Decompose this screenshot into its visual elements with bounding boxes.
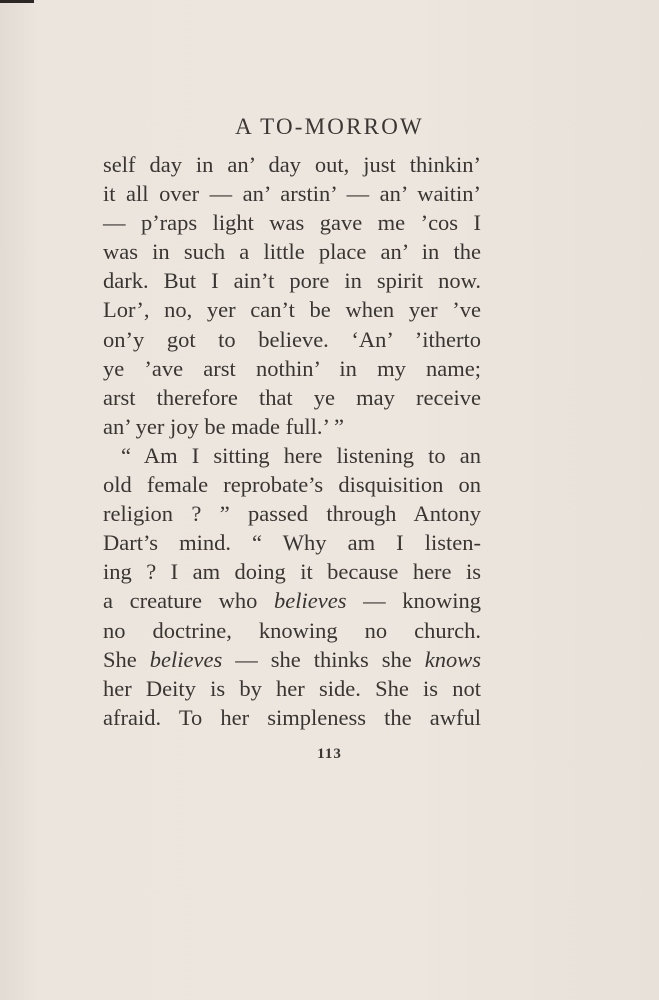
text-line: it all over — an’ arstin’ — an’ waitin’ [103, 181, 481, 207]
text-line: dark. But I ain’t pore in spirit now. [103, 268, 481, 294]
italic-word: believes [274, 588, 347, 614]
paragraph-end-line: an’ yer joy be made full.’ ” [103, 413, 344, 439]
text-line: afraid. To her simpleness the awful [103, 704, 481, 730]
text-line: Lor’, no, yer can’t be when yer ’ve [103, 297, 481, 323]
text-line: her Deity is by her side. She is not [103, 675, 481, 701]
text-line: — p’raps light was gave me ’cos I [103, 210, 481, 236]
text-line: religion ? ” passed through Antony [103, 501, 481, 527]
text-line: self day in an’ day out, just thinkin’ [103, 152, 481, 177]
text-segment: — knowing [346, 588, 482, 614]
corner-mark [0, 0, 34, 3]
paragraph-start-line: “ Am I sitting here listening to an [121, 442, 481, 468]
body-text [103, 150, 481, 732]
text-line: arst therefore that ye may receive [103, 384, 481, 410]
text-line [103, 586, 481, 615]
text-segment: — she thinks she [222, 646, 425, 672]
text-line: ing ? I am doing it because here is [103, 559, 481, 585]
running-head: A TO-MORROW [235, 114, 424, 139]
italic-word: believes [149, 646, 223, 672]
text-line: ye ’ave arst nothin’ in my name; [103, 355, 481, 381]
text-segment: a creature who [103, 588, 275, 614]
text-line: no doctrine, knowing no church. [103, 617, 481, 643]
text-line [103, 645, 481, 674]
text-line: Dart’s mind. “ Why am I listen- [103, 530, 481, 556]
text-line: on’y got to believe. ‘An’ ’itherto [103, 326, 481, 352]
text-line: old female reprobate’s disquisition on [103, 472, 481, 498]
italic-word: knows [424, 646, 482, 672]
text-segment: She [103, 646, 150, 672]
text-line: was in such a little place an’ in the [103, 239, 481, 265]
page-number: 113 [317, 746, 342, 762]
